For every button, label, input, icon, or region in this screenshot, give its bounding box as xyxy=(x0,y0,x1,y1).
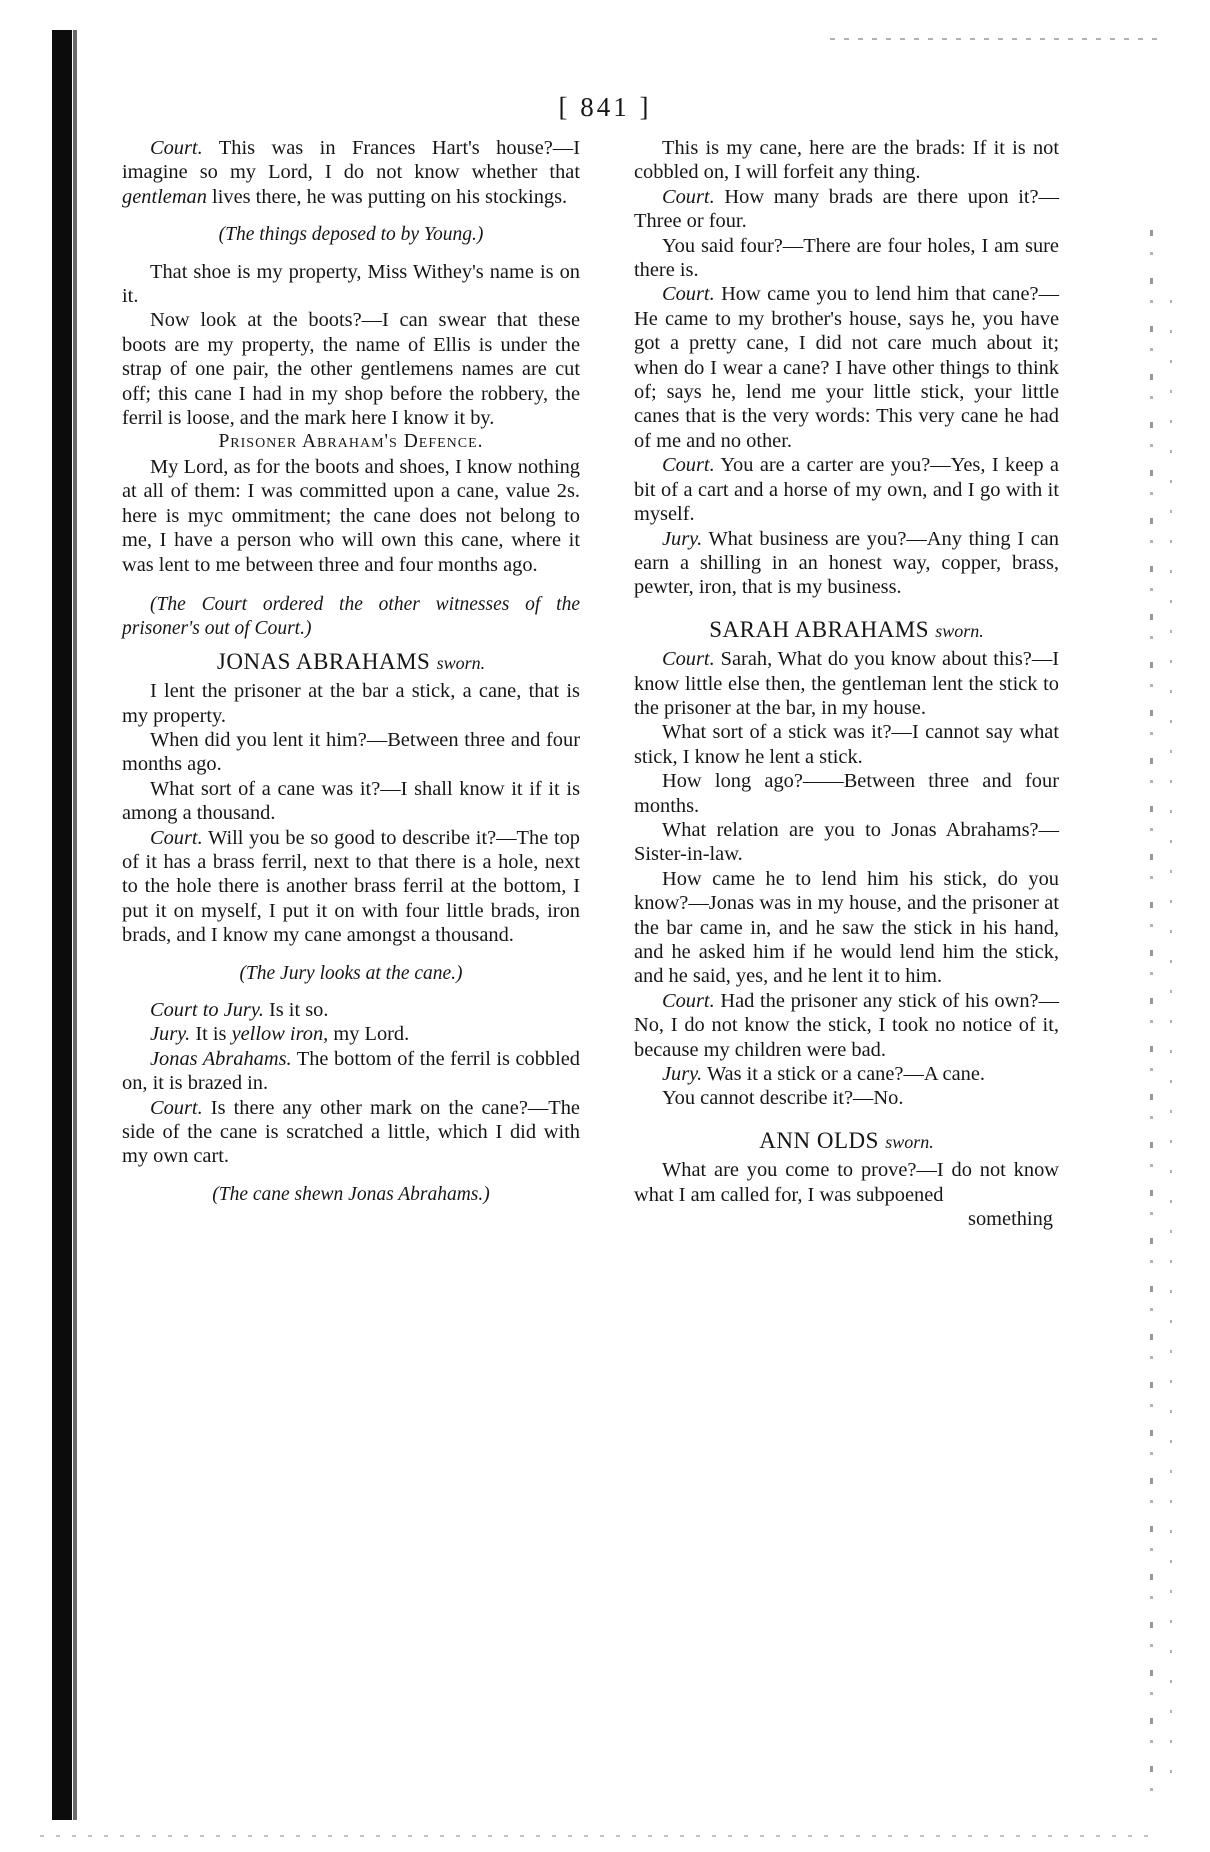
paragraph-text: How came you to lend him that cane?—He came to my brother's house, says he, you have got a pretty cane, I did not care much about it; when do I wear a cane? I have other things to think of; says he, lend me your little stick, your little canes that is the very words: This very cane he had of me and no other. xyxy=(634,283,1059,452)
scan-artifact-top xyxy=(830,38,1160,40)
paragraph: Now look at the boots?—I can swear that these boots are my property, the name of Ellis is under the strap of one pair, the other gentlemens names are cut off; this cane I had in my shop before the robbery, the ferril is loose, and the mark here I know it by. xyxy=(122,309,580,430)
page-number: [ 841 ] xyxy=(558,92,652,122)
witness-heading xyxy=(634,1129,1059,1154)
paragraph: This is my cane, here are the brads: If it is not cobbled on, I will forfeit any thing. xyxy=(634,137,1059,184)
stage-direction: (The Court ordered the other witnesses of the prisoner's out of Court.) xyxy=(122,593,580,640)
paragraph-text: Is it so. xyxy=(263,999,329,1021)
paragraph xyxy=(634,453,1059,526)
sworn-label: sworn. xyxy=(935,620,984,641)
paragraph xyxy=(122,1022,580,1046)
scan-artifact-bottom xyxy=(40,1835,1150,1837)
stage-direction: (The things deposed to by Young.) xyxy=(218,224,484,246)
paragraph: My Lord, as for the boots and shoes, I know nothing at all of them: I was committed upon a cane, value 2s. here is myc ommitment; the cane does not belong to me, I have a person who will own this cane, where it was lent to me between three and four months ago. xyxy=(122,455,580,576)
scan-artifact-right xyxy=(1150,230,1153,1810)
paragraph: How came he to lend him his stick, do you know?—Jonas was in my house, and the prisoner at the bar came in, and he saw the stick in his hand, and he asked him if he would lend him the stick, and he said, yes, and he lent it to him. xyxy=(634,867,1059,988)
catchword: something xyxy=(968,1208,1053,1231)
paragraph: How long ago?——Between three and four months. xyxy=(634,770,1059,817)
paragraph-text: It is xyxy=(190,1023,232,1046)
paragraph: That shoe is my property, Miss Withey's name is on it. xyxy=(122,260,580,308)
paragraph: What relation are you to Jonas Abrahams?—Sister-in-law. xyxy=(634,818,1059,866)
paragraph xyxy=(122,826,580,948)
paragraph-text: Will you be so good to describe it?—The top of it has a brass ferril, next to that there is a hole, next to the hole there is another brass ferril at the bottom, I put it on myself, I put it on with four little brads, iron brads, and I know my cane amongst a thousand. xyxy=(122,826,580,947)
scan-artifact-right-2 xyxy=(1170,300,1172,1800)
paragraph xyxy=(122,1096,580,1169)
speaker-label: Court. xyxy=(662,989,715,1012)
paragraph xyxy=(634,647,1059,720)
paragraph xyxy=(122,136,580,209)
paragraph-text: Had the prisoner any stick of his own?—No, I do not know the stick, I took no notice of it, because my children were bad. xyxy=(634,989,1059,1061)
paragraph xyxy=(634,282,1059,453)
paragraph xyxy=(634,185,1059,234)
witness-heading xyxy=(122,650,580,675)
section-heading: Prisoner Abraham's Defence. xyxy=(218,431,484,453)
paragraph: I lent the prisoner at the bar a stick, a cane, that is my property. xyxy=(122,680,580,727)
paragraph-text: You are a carter are you?—Yes, I keep a bit of a cart and a horse of my own, and I go with it myself. xyxy=(634,454,1059,526)
sworn-label: sworn. xyxy=(436,652,486,673)
speaker-label: Court. xyxy=(662,454,715,477)
paragraph xyxy=(122,998,580,1022)
paragraph-text: , my Lord. xyxy=(323,1023,410,1046)
left-column xyxy=(122,136,580,1219)
speaker-label: Jury. xyxy=(150,1023,191,1046)
paragraph: What are you come to prove?—I do not know what I am called for, I was subpoened xyxy=(634,1159,1059,1206)
paragraph xyxy=(122,1047,580,1096)
binding-edge xyxy=(73,30,77,1820)
speaker-label: Jury. xyxy=(662,1063,703,1086)
paragraph-text: lives there, he was putting on his stockings. xyxy=(206,185,568,208)
paragraph-text: Was it a stick or a cane?—A cane. xyxy=(702,1063,985,1086)
paragraph-text: The bottom of the ferril is cobbled on, it is brazed in. xyxy=(122,1047,581,1095)
speaker-label: Court. xyxy=(150,137,203,159)
paragraph-text: Sarah, What do you know about this?—I know little else then, the gentleman lent the stick to the prisoner at the bar, in my house. xyxy=(634,648,1059,719)
speaker-label: Court. xyxy=(662,283,715,306)
witness-name: JONAS ABRAHAMS xyxy=(216,648,431,674)
speaker-label: Jury. xyxy=(662,527,703,550)
paragraph-text: What business are you?—Any thing I can earn a shilling in an honest way, copper, brass, pewter, iron, that is my business. xyxy=(634,527,1059,599)
paragraph xyxy=(634,989,1059,1062)
speaker-label: Jonas Abrahams. xyxy=(150,1047,292,1070)
stage-direction: (The cane shewn Jonas Abrahams.) xyxy=(212,1183,490,1205)
paragraph: When did you lent it him?—Between three and four months ago. xyxy=(122,728,580,776)
sworn-label: sworn. xyxy=(885,1131,934,1152)
paragraph: You said four?—There are four holes, I am sure there is. xyxy=(634,234,1059,282)
speaker-label: Court to Jury. xyxy=(150,999,264,1021)
speaker-label: Court. xyxy=(150,826,203,849)
paragraph-text: How many brads are there upon it?—Three or four. xyxy=(634,185,1059,233)
paragraph-text: Is there any other mark on the cane?—The side of the cane is scratched a little, which I did with my own cart. xyxy=(122,1096,580,1168)
paragraph: You cannot describe it?—No. xyxy=(662,1087,904,1110)
right-column xyxy=(634,136,1059,1231)
italic-text: gentleman xyxy=(122,185,207,208)
paragraph xyxy=(634,1062,1059,1086)
paragraph xyxy=(634,527,1059,600)
speaker-label: Court. xyxy=(662,185,715,208)
stage-direction: (The Jury looks at the cane.) xyxy=(239,962,463,984)
witness-heading xyxy=(634,618,1059,643)
speaker-label: Court. xyxy=(150,1096,203,1119)
paragraph: What sort of a cane was it?—I shall know it if it is among a thousand. xyxy=(122,777,580,825)
speaker-label: Court. xyxy=(662,648,715,671)
witness-name: SARAH ABRAHAMS xyxy=(709,616,930,642)
italic-text: yellow iron xyxy=(231,1023,324,1046)
paragraph-text: This was in Frances Hart's house?—I imagine so my Lord, I do not know whether that xyxy=(122,137,580,184)
witness-name: ANN OLDS xyxy=(759,1127,879,1153)
binding-shadow xyxy=(52,30,72,1820)
paragraph: What sort of a stick was it?—I cannot say what stick, I know he lent a stick. xyxy=(634,721,1059,768)
